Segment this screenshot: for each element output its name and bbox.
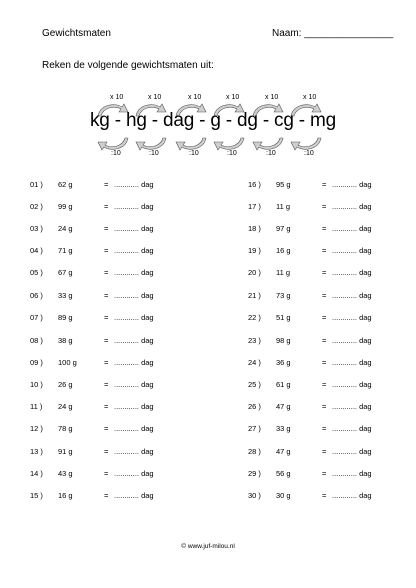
exercise-value: 97 g: [276, 224, 291, 233]
equals-sign: =: [322, 180, 327, 189]
exercise-number: 15 ): [30, 491, 43, 500]
exercise-number: 17 ): [248, 202, 261, 211]
answer-blank[interactable]: ............ dag: [114, 402, 154, 411]
exercise-number: 18 ): [248, 224, 261, 233]
divide-label: :10: [149, 150, 159, 157]
exercise-number: 28 ): [248, 447, 261, 456]
exercise-value: 67 g: [58, 268, 73, 277]
exercise-number: 29 ): [248, 469, 261, 478]
exercise-value: 100 g: [58, 358, 77, 367]
equals-sign: =: [104, 402, 109, 411]
answer-blank[interactable]: ............ dag: [332, 358, 372, 367]
answer-blank[interactable]: ............ dag: [114, 224, 154, 233]
equals-sign: =: [322, 424, 327, 433]
equals-sign: =: [322, 358, 327, 367]
answer-blank[interactable]: ............ dag: [332, 491, 372, 500]
footer-copyright: © www.juf-milou.nl: [181, 543, 235, 550]
multiply-label: x 10: [110, 94, 124, 101]
answer-blank[interactable]: ............ dag: [332, 246, 372, 255]
answer-blank[interactable]: ............ dag: [114, 268, 154, 277]
exercise-value: 71 g: [58, 246, 73, 255]
exercise-value: 11 g: [276, 268, 291, 277]
exercise-value: 62 g: [58, 180, 73, 189]
multiply-label: x 10: [148, 94, 162, 101]
exercise-value: 78 g: [58, 424, 73, 433]
answer-blank[interactable]: ............ dag: [114, 246, 154, 255]
answer-blank[interactable]: ............ dag: [114, 447, 154, 456]
units-sequence: kg - hg - dag - g - dg - cg - mg: [90, 110, 336, 131]
exercise-number: 08 ): [30, 336, 43, 345]
equals-sign: =: [104, 313, 109, 322]
exercise-value: 24 g: [58, 402, 73, 411]
exercise-number: 30 ): [248, 491, 261, 500]
answer-blank[interactable]: ............ dag: [114, 358, 154, 367]
exercise-number: 24 ): [248, 358, 261, 367]
exercise-number: 27 ): [248, 424, 261, 433]
page-title: Gewichtsmaten: [42, 28, 111, 39]
answer-blank[interactable]: ............ dag: [332, 268, 372, 277]
multiply-label: x 10: [265, 94, 279, 101]
exercise-number: 05 ): [30, 268, 43, 277]
exercise-number: 20 ): [248, 268, 261, 277]
exercise-value: 99 g: [58, 202, 73, 211]
answer-blank[interactable]: ............ dag: [114, 336, 154, 345]
exercise-number: 02 ): [30, 202, 43, 211]
divide-label: :10: [111, 150, 121, 157]
instruction: Reken de volgende gewichtsmaten uit:: [42, 60, 214, 71]
answer-blank[interactable]: ............ dag: [332, 313, 372, 322]
multiply-label: x 10: [226, 94, 240, 101]
divide-label: :10: [304, 150, 314, 157]
exercise-value: 33 g: [58, 291, 73, 300]
equals-sign: =: [322, 246, 327, 255]
answer-blank[interactable]: ............ dag: [114, 424, 154, 433]
exercise-number: 03 ): [30, 224, 43, 233]
exercise-number: 22 ): [248, 313, 261, 322]
answer-blank[interactable]: ............ dag: [114, 202, 154, 211]
exercise-number: 01 ): [30, 180, 43, 189]
equals-sign: =: [322, 336, 327, 345]
exercise-number: 04 ): [30, 246, 43, 255]
exercise-value: 16 g: [58, 491, 73, 500]
exercise-value: 38 g: [58, 336, 73, 345]
exercise-number: 11 ): [30, 402, 43, 411]
answer-blank[interactable]: ............ dag: [332, 224, 372, 233]
exercise-number: 12 ): [30, 424, 43, 433]
divide-label: :10: [266, 150, 276, 157]
equals-sign: =: [322, 202, 327, 211]
exercise-value: 33 g: [276, 424, 291, 433]
equals-sign: =: [104, 336, 109, 345]
exercise-value: 24 g: [58, 224, 73, 233]
equals-sign: =: [104, 291, 109, 300]
answer-blank[interactable]: ............ dag: [114, 291, 154, 300]
multiply-label: x 10: [188, 94, 202, 101]
exercise-value: 47 g: [276, 402, 291, 411]
equals-sign: =: [104, 447, 109, 456]
equals-sign: =: [104, 224, 109, 233]
exercise-number: 26 ): [248, 402, 261, 411]
exercise-value: 43 g: [58, 469, 73, 478]
equals-sign: =: [104, 180, 109, 189]
answer-blank[interactable]: ............ dag: [114, 491, 154, 500]
equals-sign: =: [104, 202, 109, 211]
equals-sign: =: [104, 491, 109, 500]
exercise-value: 30 g: [276, 491, 291, 500]
answer-blank[interactable]: ............ dag: [332, 202, 372, 211]
exercise-number: 23 ): [248, 336, 261, 345]
exercise-number: 21 ): [248, 291, 261, 300]
exercise-value: 89 g: [58, 313, 73, 322]
divide-label: :10: [227, 150, 237, 157]
answer-blank[interactable]: ............ dag: [332, 336, 372, 345]
exercise-number: 25 ): [248, 380, 261, 389]
exercise-value: 91 g: [58, 447, 73, 456]
exercise-number: 14 ): [30, 469, 43, 478]
equals-sign: =: [322, 224, 327, 233]
exercise-number: 10 ): [30, 380, 43, 389]
equals-sign: =: [322, 402, 327, 411]
answer-blank[interactable]: ............ dag: [332, 447, 372, 456]
exercise-value: 16 g: [276, 246, 291, 255]
equals-sign: =: [322, 313, 327, 322]
exercise-number: 19 ): [248, 246, 261, 255]
equals-sign: =: [322, 380, 327, 389]
exercise-value: 11 g: [276, 202, 291, 211]
answer-blank[interactable]: ............ dag: [332, 424, 372, 433]
answer-blank[interactable]: ............ dag: [332, 469, 372, 478]
equals-sign: =: [104, 380, 109, 389]
exercise-value: 26 g: [58, 380, 73, 389]
divide-label: :10: [189, 150, 199, 157]
exercise-number: 06 ): [30, 291, 43, 300]
multiply-label: x 10: [303, 94, 317, 101]
equals-sign: =: [322, 291, 327, 300]
answer-blank[interactable]: ............ dag: [332, 291, 372, 300]
answer-blank[interactable]: ............ dag: [114, 313, 154, 322]
equals-sign: =: [322, 268, 327, 277]
exercise-value: 51 g: [276, 313, 291, 322]
equals-sign: =: [104, 469, 109, 478]
exercise-value: 98 g: [276, 336, 291, 345]
equals-sign: =: [322, 447, 327, 456]
answer-blank[interactable]: ............ dag: [332, 380, 372, 389]
exercise-value: 47 g: [276, 447, 291, 456]
exercise-value: 36 g: [276, 358, 291, 367]
exercise-number: 07 ): [30, 313, 43, 322]
equals-sign: =: [104, 268, 109, 277]
exercise-value: 73 g: [276, 291, 291, 300]
answer-blank[interactable]: ............ dag: [114, 469, 154, 478]
exercise-number: 13 ): [30, 447, 43, 456]
answer-blank[interactable]: ............ dag: [114, 180, 154, 189]
exercise-value: 56 g: [276, 469, 291, 478]
name-field-label: Naam: ________________: [272, 28, 394, 39]
exercise-number: 16 ): [248, 180, 261, 189]
answer-blank[interactable]: ............ dag: [332, 402, 372, 411]
equals-sign: =: [322, 491, 327, 500]
equals-sign: =: [104, 358, 109, 367]
answer-blank[interactable]: ............ dag: [114, 380, 154, 389]
exercise-number: 09 ): [30, 358, 43, 367]
equals-sign: =: [104, 424, 109, 433]
equals-sign: =: [104, 246, 109, 255]
exercise-value: 95 g: [276, 180, 291, 189]
answer-blank[interactable]: ............ dag: [332, 180, 372, 189]
equals-sign: =: [322, 469, 327, 478]
exercise-value: 61 g: [276, 380, 291, 389]
unit-conversion-diagram: [88, 92, 338, 164]
